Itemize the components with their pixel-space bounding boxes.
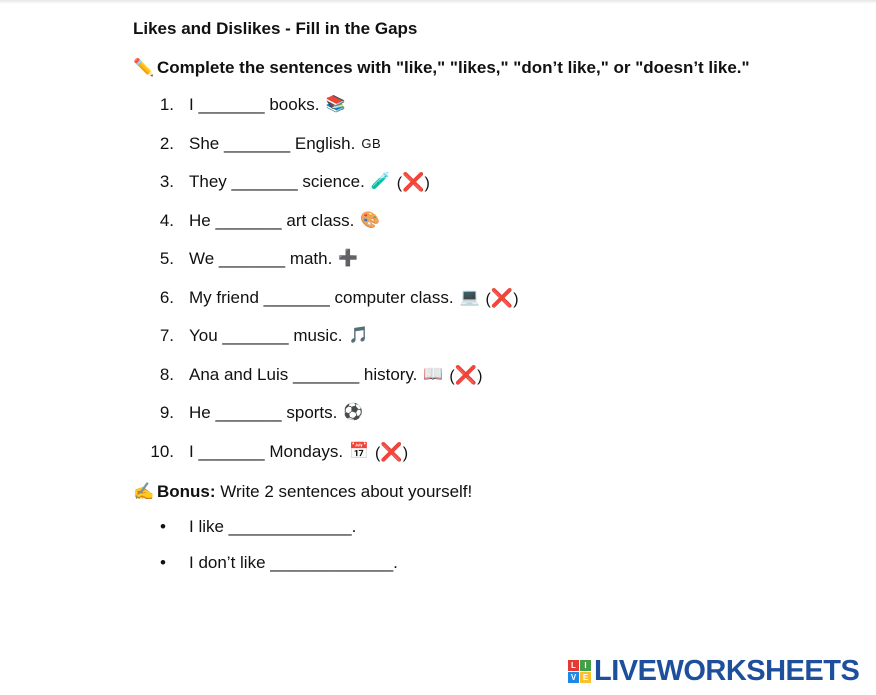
bonus-label: Bonus: bbox=[157, 482, 216, 501]
instruction-text: Complete the sentences with "like," "likes," "don’t like," or "doesn’t like." bbox=[157, 58, 750, 77]
top-edge-shadow bbox=[0, 0, 876, 4]
item-number: 5. bbox=[159, 249, 174, 268]
sentence-item bbox=[133, 287, 853, 326]
topic-icon: 🎵 bbox=[348, 327, 369, 344]
bullet-text: I don’t like _____________. bbox=[189, 553, 398, 572]
logo-text: LIVEWORKSHEETS bbox=[594, 655, 860, 687]
instruction-line bbox=[133, 56, 853, 80]
negative-marker: (❌) bbox=[396, 172, 430, 192]
bullet-text: I like _____________. bbox=[189, 517, 357, 536]
sentence-text: She _______ English. bbox=[189, 133, 356, 153]
topic-icon: 🧪 bbox=[370, 173, 391, 190]
worksheet-title: Likes and Dislikes - Fill in the Gaps bbox=[133, 19, 418, 38]
sentence-text: My friend _______ computer class. bbox=[189, 287, 454, 307]
item-number: 9. bbox=[159, 403, 174, 422]
sentence-list bbox=[133, 94, 853, 479]
sentence-item bbox=[133, 210, 853, 249]
logo-block: L bbox=[568, 660, 579, 671]
item-number: 1. bbox=[159, 95, 174, 114]
sentence-text: They _______ science. bbox=[189, 172, 365, 191]
sentence-text: Ana and Luis _______ history. bbox=[189, 364, 418, 384]
topic-icon: 💻 bbox=[459, 288, 480, 306]
sentence-text: He _______ art class. bbox=[189, 210, 355, 230]
sentence-item bbox=[133, 171, 853, 210]
topic-icon: ⚽ bbox=[343, 404, 364, 421]
logo-blocks bbox=[568, 660, 591, 683]
bullet-dot: • bbox=[160, 517, 166, 536]
negative-marker: (❌) bbox=[449, 364, 483, 385]
sentence-text: He _______ sports. bbox=[189, 403, 338, 422]
topic-icon: GB bbox=[361, 135, 382, 151]
cross-icon: ❌ bbox=[490, 287, 514, 308]
bonus-list bbox=[133, 516, 853, 588]
sentence-text: I _______ books. bbox=[189, 95, 320, 114]
topic-icon: 🎨 bbox=[360, 211, 381, 229]
worksheet bbox=[133, 18, 853, 588]
sentence-item bbox=[133, 133, 853, 172]
topic-icon: 📚 bbox=[325, 96, 346, 113]
sentence-text: You _______ music. bbox=[189, 326, 343, 345]
liveworksheets-logo[interactable] bbox=[568, 656, 859, 686]
sentence-item bbox=[133, 325, 853, 364]
sentence-item bbox=[133, 94, 853, 133]
item-number: 3. bbox=[159, 172, 174, 191]
item-number: 6. bbox=[159, 287, 174, 307]
item-number: 2. bbox=[159, 133, 174, 153]
topic-icon: 📅 bbox=[349, 442, 369, 460]
logo-block: E bbox=[580, 672, 591, 683]
logo-block: V bbox=[568, 672, 579, 683]
item-number: 7. bbox=[159, 326, 174, 345]
negative-marker: (❌) bbox=[374, 441, 409, 462]
negative-marker: (❌) bbox=[485, 287, 519, 308]
item-number: 4. bbox=[159, 210, 174, 230]
sentence-item bbox=[133, 441, 853, 480]
bonus-line bbox=[133, 480, 853, 504]
logo-block: I bbox=[580, 660, 591, 671]
sentence-item bbox=[133, 402, 853, 441]
pencil-icon: ✏️ bbox=[133, 58, 155, 77]
cross-icon: ❌ bbox=[402, 172, 425, 192]
item-number: 10. bbox=[150, 441, 174, 461]
sentence-item bbox=[133, 248, 853, 287]
sentence-text: I _______ Mondays. bbox=[189, 441, 344, 461]
item-number: 8. bbox=[159, 364, 174, 384]
bonus-bullet bbox=[133, 552, 853, 588]
sentence-text: We _______ math. bbox=[189, 249, 333, 268]
cross-icon: ❌ bbox=[380, 441, 403, 462]
cross-icon: ❌ bbox=[454, 364, 478, 385]
writing-hand-icon: ✍️ bbox=[133, 482, 155, 501]
bonus-bullet bbox=[133, 516, 853, 552]
bullet-dot: • bbox=[160, 553, 166, 572]
bonus-text: Write 2 sentences about yourself! bbox=[215, 482, 473, 501]
sentence-item bbox=[133, 364, 853, 403]
topic-icon: 📖 bbox=[423, 365, 444, 383]
topic-icon: ➕ bbox=[338, 250, 359, 267]
